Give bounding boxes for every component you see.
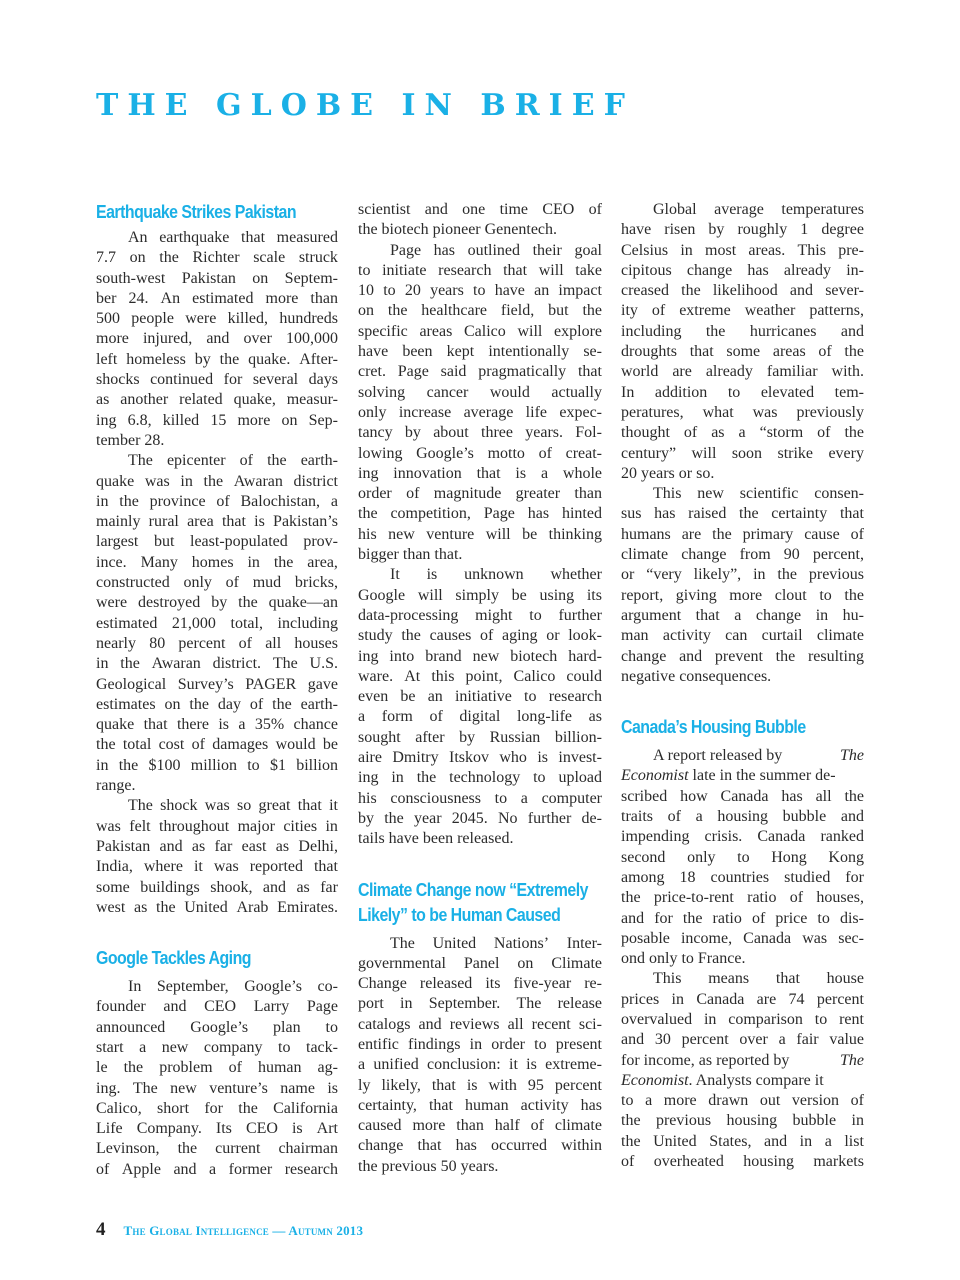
article-body-google xyxy=(96,977,338,1180)
text-line: was felt throughout major cities in xyxy=(96,817,338,835)
text-line: estimates on the day of the earth- xyxy=(96,695,338,713)
text-line: lowing Google’s motto of creat- xyxy=(358,444,602,462)
text-line: creased the likelihood and sever- xyxy=(621,282,864,300)
text-line: to a more drawn out version of xyxy=(621,1092,864,1110)
text-line: scientist and one time CEO of xyxy=(358,201,602,218)
text-line: traits of a housing bubble and xyxy=(621,808,864,826)
text-line: tails have been released. xyxy=(358,830,514,848)
article-heading-canada: Canada’s Housing Bubble xyxy=(621,716,806,738)
text-line: of Apple and a former research xyxy=(96,1160,338,1178)
article-heading-climate xyxy=(358,877,602,927)
column-3 xyxy=(621,200,864,1172)
text-line: report, giving more clout to the xyxy=(621,586,864,604)
text-line: prices in Canada are 74 percent xyxy=(621,990,864,1008)
text-line: including the hurricanes and xyxy=(621,322,864,340)
text-line: some buildings shook, and as far xyxy=(96,878,338,896)
text-line: a form of digital long-life as xyxy=(358,708,602,726)
text-line: century” will soon strike every xyxy=(621,444,864,462)
text-line: Page has outlined their goal xyxy=(390,241,602,259)
text-line: 20 years or so. xyxy=(621,464,715,482)
text-line: posable income, Canada was sec- xyxy=(621,929,864,947)
text-line: In addition to elevated tem- xyxy=(621,383,864,401)
text-line: in the Awaran district. The U.S. xyxy=(96,655,338,673)
text-line: founder and CEO Larry Page xyxy=(96,998,338,1016)
text-line: argument that a change in hu- xyxy=(621,606,864,624)
text-line: Pakistan and as far east as Delhi, xyxy=(96,837,338,855)
text-line: study the causes of aging or look- xyxy=(358,627,602,645)
text-line: peratures, what was previously xyxy=(621,403,864,421)
text-line: 500 people were killed, hundreds xyxy=(96,310,338,328)
text-line: second only to Hong Kong xyxy=(621,848,864,866)
text-line: man activity can curtail climate xyxy=(621,627,864,645)
text-line: The United Nations’ Inter- xyxy=(390,934,602,952)
text-line: climate change from 90 percent, xyxy=(621,546,864,564)
text-line: caused more than half of climate xyxy=(358,1117,602,1135)
text-line: Global average temperatures xyxy=(653,201,864,218)
text-line: port in September. The release xyxy=(358,995,602,1013)
text-line: by the year 2045. No further de- xyxy=(358,809,602,827)
text-line: 7.7 on the Richter scale struck xyxy=(96,249,338,267)
text-line: nearly 80 percent of all houses xyxy=(96,634,338,652)
text-line: ond only to France. xyxy=(621,950,746,968)
page-title: THE GLOBE IN BRIEF xyxy=(96,88,634,123)
text-line: sought after by Russian billion- xyxy=(358,728,602,746)
text-line: scribed how Canada has all the xyxy=(621,787,864,805)
text-line: quake that there is a 35% chance xyxy=(96,716,338,734)
text-line: more injured, and over 100,000 xyxy=(96,330,338,348)
article-body-climate xyxy=(358,934,602,1178)
text-line: Geological Survey’s PAGER gave xyxy=(96,675,338,693)
text-line: even be an initiative to research xyxy=(358,688,602,706)
text-line: in the province of Balochistan, a xyxy=(96,492,338,510)
text-line: An earthquake that measured xyxy=(128,229,338,246)
text-line: quake was in the Awaran district xyxy=(96,472,338,490)
text-line: certainty, that human activity has xyxy=(358,1096,602,1114)
text-line: on the healthcare field, but the xyxy=(358,302,602,320)
text-line: ber 24. An estimated more than xyxy=(96,289,338,307)
text-line: bigger than that. xyxy=(358,546,463,564)
text-line: sus has raised the certainty that xyxy=(621,505,864,523)
article-body-google-cont xyxy=(358,200,602,850)
text-line: It is unknown whether xyxy=(390,566,602,584)
text-line: change that has occurred within xyxy=(358,1137,602,1155)
column-1 xyxy=(96,199,338,1180)
text-line: thought of as a “storm of the xyxy=(621,424,864,442)
text-line: ing 6.8, killed 15 more on Sep- xyxy=(96,411,338,429)
text-line: solving cancer would actually xyxy=(358,383,602,401)
text-line: aire Dmitry Itskov who is invest- xyxy=(358,749,602,767)
text-line: of overheated housing markets xyxy=(621,1153,864,1171)
text-line: ing into brand new biotech hard- xyxy=(358,647,602,665)
text-line: ing. The new venture’s name is xyxy=(96,1079,338,1097)
text-line: 10 to 20 years to have an impact xyxy=(358,282,602,300)
text-line: Economist late in the summer de- xyxy=(621,767,836,785)
publication-name: The Global Intelligence — Autumn 2013 xyxy=(123,1223,364,1238)
text-line: impending crisis. Canada ranked xyxy=(621,828,864,846)
text-line: to initiate research that will take xyxy=(358,261,602,279)
page-number: 4 xyxy=(96,1219,106,1240)
text-line: specific areas Calico will explore xyxy=(358,322,602,340)
text-line: Life Company. Its CEO is Art xyxy=(96,1120,338,1138)
text-line: the previous housing bubble in xyxy=(621,1112,864,1130)
text-line: The epicenter of the earth- xyxy=(128,452,338,470)
text-line: have risen by roughly 1 degree xyxy=(621,221,864,239)
text-line: have been kept intentionally se- xyxy=(358,343,602,361)
text-line: ity of extreme weather patterns, xyxy=(621,302,864,320)
text-line: among 18 countries studied for xyxy=(621,868,864,886)
text-line: mainly rural area that is Pakistan’s xyxy=(96,513,338,531)
text-line: were destroyed by the quake—an xyxy=(96,594,338,612)
article-heading-climate-text: Climate Change now “Extremely Likely” to be Human Caused xyxy=(358,878,588,925)
text-line: governmental Panel on Climate xyxy=(358,954,602,972)
text-line: cipitous change has already in- xyxy=(621,261,864,279)
text-line: a unified conclusion: it is extreme- xyxy=(358,1056,602,1074)
text-line: and 30 percent over a fair value xyxy=(621,1031,864,1049)
text-line: catalogs and reviews all recent sci- xyxy=(358,1015,602,1033)
text-line: range. xyxy=(96,777,136,795)
text-line: announced Google’s plan to xyxy=(96,1018,338,1036)
text-line: This new scientific consen- xyxy=(653,485,864,503)
text-line: entific findings in order to present xyxy=(358,1035,602,1053)
text-line: or “very likely”, in the previous xyxy=(621,566,864,584)
text-line: for income, as reported by The xyxy=(621,1051,864,1069)
text-line: order of magnitude greater than xyxy=(358,485,602,503)
article-heading-google: Google Tackles Aging xyxy=(96,947,252,969)
text-line: Economist. Analysts compare it xyxy=(621,1071,824,1089)
text-line: cret. Page said pragmatically that xyxy=(358,363,602,381)
text-line: as another related quake, measur- xyxy=(96,391,338,409)
text-line: Change released its five-year re- xyxy=(358,975,602,993)
text-line: tember 28. xyxy=(96,431,165,449)
text-line: ince. Many homes in the area, xyxy=(96,553,338,571)
text-line: west as the United Arab Emirates. xyxy=(96,898,338,916)
text-line: constructed only of mud bricks, xyxy=(96,574,338,592)
text-line: Celsius in most areas. This pre- xyxy=(621,241,864,259)
text-line: shocks continued for several days xyxy=(96,371,338,389)
text-line: In September, Google’s co- xyxy=(128,978,338,996)
text-line: negative consequences. xyxy=(621,667,772,685)
text-line: only increase average life expec- xyxy=(358,403,602,421)
text-line: overvalued in comparison to rent xyxy=(621,1010,864,1028)
text-line: the price-to-rent ratio of houses, xyxy=(621,889,864,907)
text-line: tancy by about three years. Fol- xyxy=(358,424,602,442)
text-line: This means that house xyxy=(653,970,864,988)
text-line: the total cost of damages would be xyxy=(96,736,338,754)
text-line: south-west Pakistan on Septem- xyxy=(96,269,338,287)
text-line: Levinson, the current chairman xyxy=(96,1140,338,1158)
text-line: The shock was so great that it xyxy=(128,797,338,815)
text-line: left homeless by the quake. After- xyxy=(96,350,338,368)
text-line: ware. At this point, Calico could xyxy=(358,667,602,685)
column-2 xyxy=(358,200,602,1177)
text-line: his new venture will be thinking xyxy=(358,525,602,543)
text-line: the previous 50 years. xyxy=(358,1157,499,1175)
text-line: ing innovation that is a whole xyxy=(358,464,602,482)
text-line: data-processing might to further xyxy=(358,606,602,624)
text-line: A report released by The xyxy=(653,747,864,765)
text-line: Google will simply be using its xyxy=(358,586,602,604)
text-line: start a new company to tack- xyxy=(96,1038,338,1056)
text-line: humans are the primary cause of xyxy=(621,525,864,543)
text-line: world are already familiar with. xyxy=(621,363,864,381)
text-line: his consciousness to a computer xyxy=(358,789,602,807)
text-line: the biotech pioneer Genentech. xyxy=(358,221,558,239)
article-body-earthquake xyxy=(96,228,338,918)
text-line: estimated 21,000 total, including xyxy=(96,614,338,632)
article-body-canada xyxy=(621,746,864,1172)
text-line: the United States, and in a list xyxy=(621,1132,864,1150)
text-line: and for the ratio of price to dis- xyxy=(621,909,864,927)
text-line: the competition, Page has hinted xyxy=(358,505,602,523)
text-line: change and prevent the resulting xyxy=(621,647,864,665)
text-line: droughts that some areas of the xyxy=(621,343,864,361)
text-line: le the problem of human ag- xyxy=(96,1059,338,1077)
text-line: India, where it was reported that xyxy=(96,858,338,876)
article-heading-earthquake: Earthquake Strikes Pakistan xyxy=(96,201,297,222)
text-line: largest but least-populated prov- xyxy=(96,533,338,551)
text-line: ing in the technology to upload xyxy=(358,769,602,787)
article-body-climate-cont xyxy=(621,200,864,687)
page-footer xyxy=(96,1219,363,1241)
text-line: ly likely, that is with 95 percent xyxy=(358,1076,602,1094)
text-line: in the $100 million to $1 billion xyxy=(96,756,338,774)
text-line: Calico, short for the California xyxy=(96,1099,338,1117)
